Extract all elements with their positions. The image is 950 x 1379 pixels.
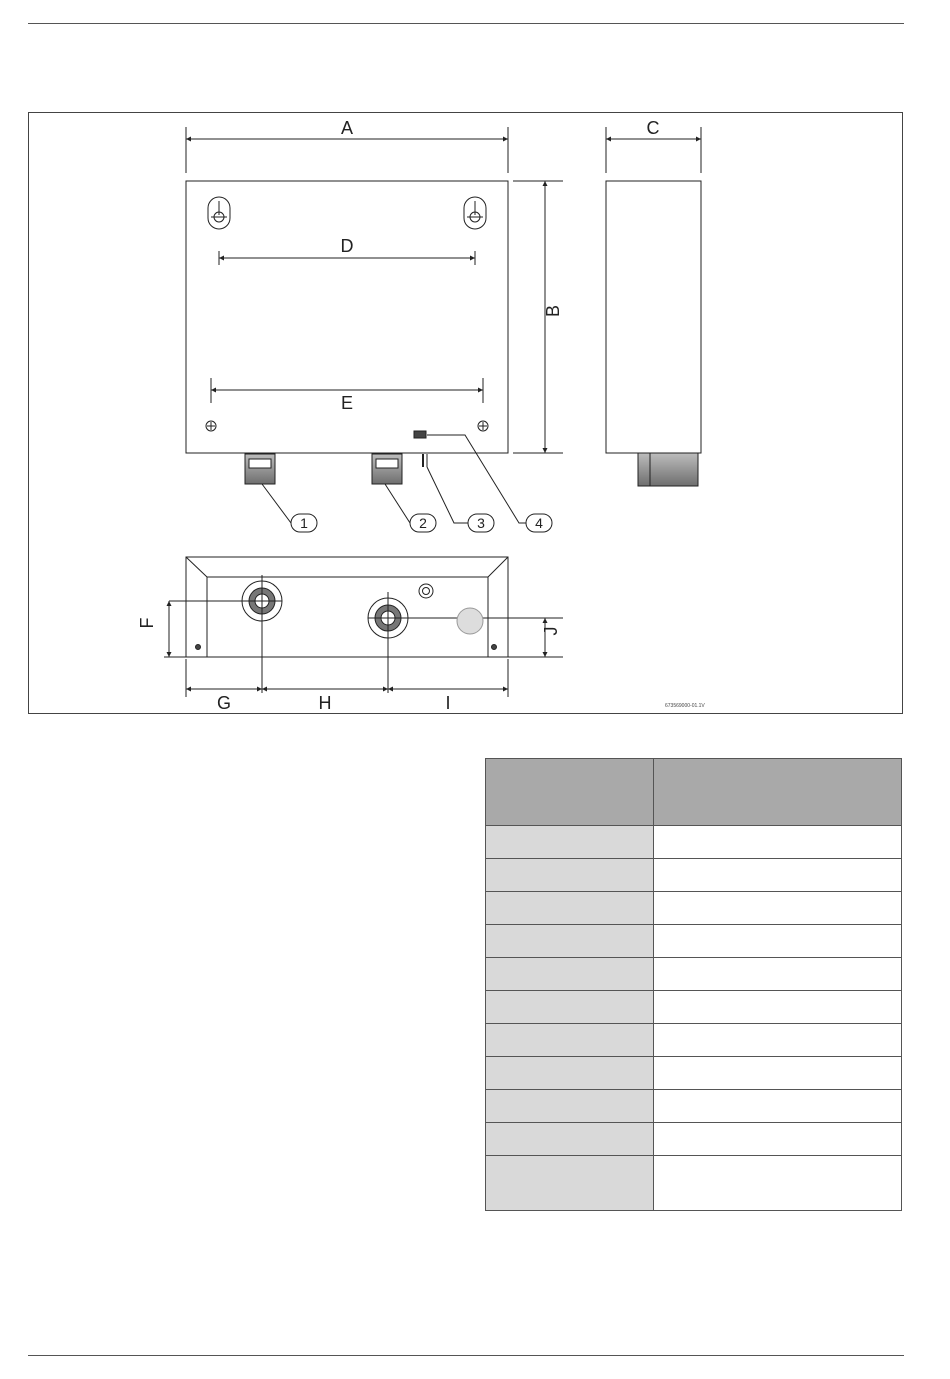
dim-label-E: E	[340, 393, 354, 413]
table-cell	[486, 1090, 654, 1123]
table-row	[486, 925, 902, 958]
dim-label-J: J	[541, 626, 561, 636]
table-cell	[654, 925, 902, 958]
bottom-view-housing	[186, 557, 508, 657]
component-3-pin	[423, 454, 427, 467]
table-cell	[486, 1024, 654, 1057]
table-header-row	[486, 759, 902, 826]
leader-3	[427, 467, 468, 523]
table-cell	[486, 958, 654, 991]
table-row	[486, 859, 902, 892]
callout-2: 2	[419, 515, 427, 531]
side-view-housing	[606, 181, 701, 453]
footer-rule	[28, 1355, 904, 1356]
table-cell	[654, 859, 902, 892]
table-row	[486, 991, 902, 1024]
table-cell	[654, 892, 902, 925]
keyhole-mount-left	[208, 197, 230, 229]
callout-3: 3	[477, 515, 485, 531]
table-row	[486, 1156, 902, 1211]
side-pipe	[638, 453, 698, 486]
header-rule	[28, 23, 904, 24]
screw-right	[478, 421, 488, 431]
technical-drawing	[29, 113, 904, 715]
table-row	[486, 1024, 902, 1057]
bottom-cable-entry	[457, 608, 483, 634]
callout-4: 4	[535, 515, 543, 531]
table-row	[486, 958, 902, 991]
screw-left	[206, 421, 216, 431]
table-cell	[654, 1090, 902, 1123]
callout-1: 1	[300, 515, 308, 531]
keyhole-mount-right	[464, 197, 486, 229]
pipe-connection-2	[372, 454, 402, 484]
table-cell	[486, 1057, 654, 1090]
table-cell	[486, 1156, 654, 1211]
drawing-reference-code: 673569000-01.1V	[665, 703, 705, 709]
table-cell	[654, 1024, 902, 1057]
dim-label-C: C	[646, 118, 660, 138]
table-cell	[654, 958, 902, 991]
pipe-connection-1	[245, 454, 275, 484]
table-cell	[654, 1123, 902, 1156]
table-row	[486, 1090, 902, 1123]
dim-label-F: F	[137, 617, 157, 629]
table-cell	[486, 826, 654, 859]
table-cell	[654, 826, 902, 859]
table-cell	[486, 1123, 654, 1156]
table-cell	[486, 859, 654, 892]
specification-table	[485, 758, 902, 1211]
bottom-screw-right	[492, 645, 497, 650]
table-cell	[486, 892, 654, 925]
table-header-cell	[654, 759, 902, 826]
table-header-cell	[486, 759, 654, 826]
bottom-screw-left	[196, 645, 201, 650]
table-cell	[654, 991, 902, 1024]
dimension-drawing-figure	[28, 112, 903, 714]
dim-label-I: I	[445, 693, 451, 713]
table-row	[486, 1057, 902, 1090]
table-cell	[654, 1057, 902, 1090]
table-row	[486, 1123, 902, 1156]
dim-label-D: D	[340, 236, 354, 256]
table-row	[486, 892, 902, 925]
table-cell	[486, 925, 654, 958]
dim-label-B: B	[543, 304, 563, 318]
table-cell	[654, 1156, 902, 1211]
component-4	[414, 431, 426, 438]
table-cell	[486, 991, 654, 1024]
bottom-valve	[419, 584, 433, 598]
dim-label-G: G	[216, 693, 232, 713]
dim-label-A: A	[340, 118, 354, 138]
dim-label-H: H	[318, 693, 332, 713]
table-row	[486, 826, 902, 859]
